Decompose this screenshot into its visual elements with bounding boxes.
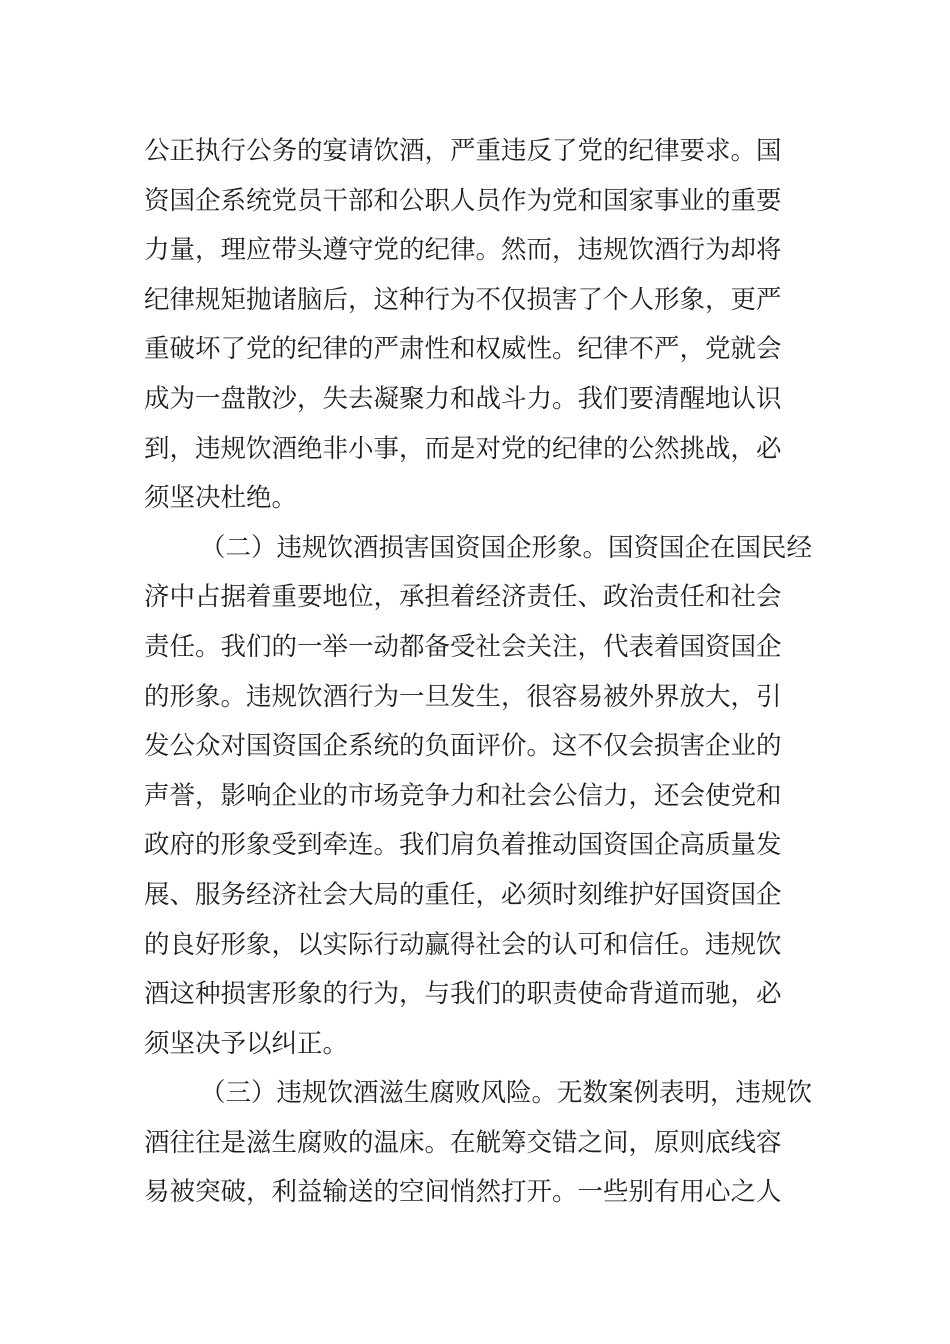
text-line: 酒往往是滋生腐败的温床。在觥筹交错之间，原则底线容 [144, 1127, 782, 1158]
text-line: 纪律规矩抛诸脑后，这种行为不仅损害了个人形象，更严 [144, 284, 782, 315]
text-line: 政府的形象受到牵连。我们肩负着推动国资国企高质量发 [144, 830, 782, 861]
text-line: 须坚决杜绝。 [144, 483, 298, 514]
text-line: 成为一盘散沙，失去凝聚力和战斗力。我们要清醒地认识 [144, 383, 782, 414]
text-line: 公正执行公务的宴请饮酒，严重违反了党的纪律要求。国 [144, 136, 782, 166]
text-line: 展、服务经济社会大局的重任，必须时刻维护好国资国企 [144, 879, 782, 910]
text-line: 重破坏了党的纪律的严肃性和权威性。纪律不严，党就会 [144, 334, 782, 365]
text-line: 资国企系统党员干部和公职人员作为党和国家事业的重要 [144, 185, 782, 216]
text-line: 力量，理应带头遵守党的纪律。然而，违规饮酒行为却将 [144, 235, 782, 266]
text-line: 易被突破，利益输送的空间悄然打开。一些别有用心之人 [144, 1177, 782, 1208]
text-line: 声誉，影响企业的市场竞争力和社会公信力，还会使党和 [144, 780, 782, 811]
text-line: 须坚决予以纠正。 [144, 1028, 349, 1059]
body-text [144, 127, 813, 1218]
text-line: 济中占据着重要地位，承担着经济责任、政治责任和社会 [144, 582, 782, 613]
text-line: 责任。我们的一举一动都备受社会关注，代表着国资国企 [144, 631, 782, 662]
text-line: 的良好形象，以实际行动赢得社会的认可和信任。违规饮 [144, 929, 782, 960]
text-line: 到，违规饮酒绝非小事，而是对党的纪律的公然挑战，必 [144, 433, 782, 464]
section-heading-line: （三）违规饮酒滋生腐败风险。无数案例表明，违规饮 [200, 1078, 813, 1109]
text-line: 的形象。违规饮酒行为一旦发生，很容易被外界放大，引 [144, 681, 782, 712]
text-line: 发公众对国资国企系统的负面评价。这不仅会损害企业的 [144, 731, 782, 762]
text-line: 酒这种损害形象的行为，与我们的职责使命背道而驰，必 [144, 979, 782, 1010]
section-heading-line: （二）违规饮酒损害国资国企形象。国资国企在国民经 [200, 532, 813, 563]
